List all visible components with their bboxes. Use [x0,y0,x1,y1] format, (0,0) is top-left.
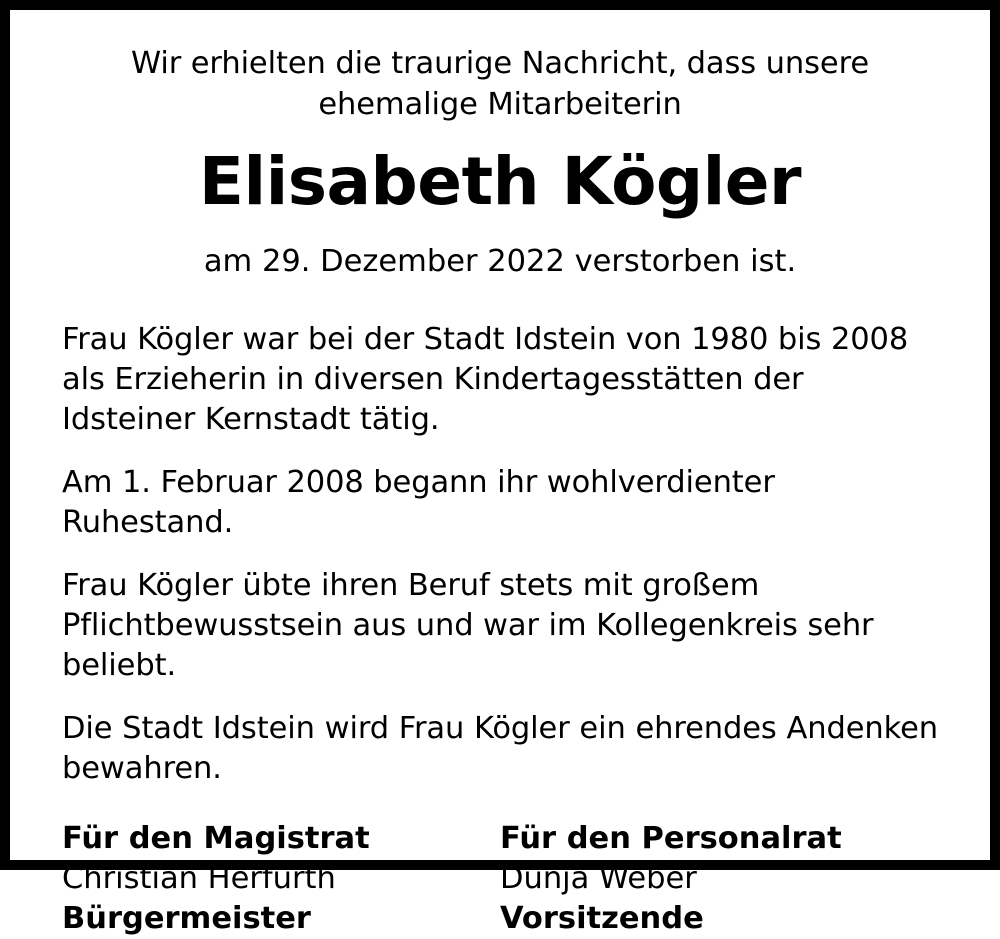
signature-block [62,819,938,939]
obituary-card [7,7,993,937]
body-paragraph: Die Stadt Idstein wird Frau Kögler ein ehrendes Andenken bewahren. [62,710,938,786]
signature-name: Christian Herfurth [62,860,336,896]
signature-personalrat [500,819,938,939]
signature-role: Für den Magistrat [62,820,370,856]
body-paragraph: Frau Kögler übte ihren Beruf stets mit großem Pflichtbewusstsein aus und war im Kollegenkreis sehr beliebt. [62,567,874,683]
body-paragraph: Am 1. Februar 2008 begann ihr wohlverdienter Ruhestand. [62,464,775,540]
signature-name: Dunja Weber [500,860,697,896]
body-paragraph: Frau Kögler war bei der Stadt Idstein von 1980 bis 2008 als Erzieherin in diversen Kindertagesstätten der Idsteiner Kernstadt tätig. [62,322,909,437]
obituary-body [62,320,938,789]
signature-title: Vorsitzende [500,901,704,937]
deceased-name: Elisabeth Kögler [198,143,802,221]
signature-magistrat [62,819,500,939]
death-date-line: am 29. Dezember 2022 verstorben ist. [203,244,797,280]
intro-text: Wir erhielten die traurige Nachricht, dass unsere ehemalige Mitarbeiterin [130,46,870,122]
signature-title: Bürgermeister [62,901,311,937]
signature-role: Für den Personalrat [500,820,842,856]
